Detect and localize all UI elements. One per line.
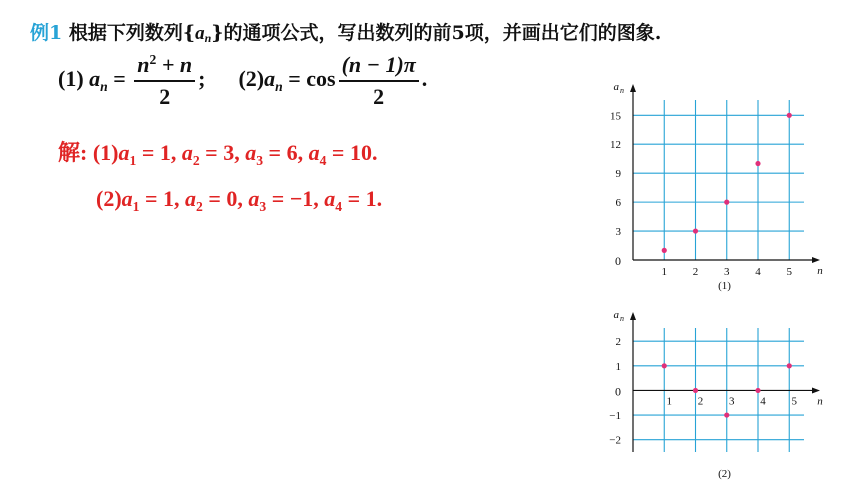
formula1-var: a [89,66,101,92]
term-var: a [245,140,257,165]
equals-sign: = [288,66,301,92]
term-var: a [308,140,320,165]
solution-label: 解 [58,140,81,165]
formula1-den: 2 [159,84,171,110]
x-tick-label: 2 [692,266,699,278]
term-value: 10 [349,140,372,165]
formula1-num-a: n [137,52,150,78]
solution-term: $a_3 = -1$, [248,186,325,214]
y-axis-label: a [613,309,619,321]
formula-end: . [421,66,428,92]
data-point [755,161,760,166]
solution-term: $a_4 = 1$. [324,186,383,214]
y-tick-label: 6 [615,197,621,210]
term-var: a [248,186,260,211]
y-axis-arrow [630,84,636,92]
y-axis-label: a [613,81,619,93]
term-sub: 4 [335,198,343,214]
formula1-num-b: + n [156,52,193,78]
formula1-label: (1) [58,66,84,92]
x-tick-label: 1 [661,266,667,278]
data-point [662,363,667,368]
solution-line-1 [58,136,377,169]
chart-caption: (1) [718,280,731,292]
data-point [724,200,729,205]
formula2-den: 2 [373,84,385,110]
y-axis-label-sub: n [620,86,624,95]
origin-label: 0 [615,254,621,268]
term-var: a [181,140,193,165]
formula2-fraction [339,52,419,110]
solution-line-2 [96,186,382,215]
term-sub: 2 [196,198,203,214]
term-sub: 1 [132,198,140,214]
y-axis-arrow [630,312,636,320]
y-tick-label: 12 [610,139,621,152]
y-tick-label: 9 [615,168,621,181]
term-value: 0 [226,186,238,211]
problem-text-a: 根据下列数列{ [62,22,196,44]
x-tick-label: 4 [760,395,766,408]
term-value: −1 [289,186,314,211]
y-tick-label: 15 [610,110,621,123]
term-value: 6 [286,140,298,165]
formula2-var: a [264,66,276,92]
term-value: 1 [365,186,377,211]
x-axis-arrow [812,387,820,393]
term-sub: 3 [259,198,267,214]
solution1-prefix: (1) [92,140,119,165]
term-var: a [324,186,336,211]
equals-sign: = [113,66,126,92]
x-axis-label: n [817,395,823,408]
formula2-num: (n − 1)π [339,52,419,82]
x-tick-label: 4 [755,266,761,278]
solution2-prefix: (2) [96,186,122,211]
problem-var-sub: n [204,31,212,45]
formula-separator: ; [198,66,206,92]
term-sub: 2 [192,152,200,168]
formula1-num-sup: 2 [149,52,157,67]
x-axis-arrow [812,257,820,263]
sequence-plot-1 [600,80,840,298]
problem-var: a [195,23,205,44]
problem-text-b: }的通项公式，写出数列的前5项，并画出它们的图象. [211,22,662,44]
data-point [693,388,698,393]
formula1-fraction [134,52,195,110]
term-value: 1 [159,140,171,165]
solution-term: $a_2 = 3$, [181,140,246,168]
formula1-sub: n [100,78,108,94]
y-tick-label: −2 [609,434,621,447]
term-var: a [121,186,133,211]
solution-colon: : [80,140,88,165]
x-tick-label: 5 [786,266,792,278]
formula-row [58,52,427,110]
sequence-plot-2 [600,300,840,484]
term-var: a [118,140,130,165]
chart-caption: (2) [718,468,731,480]
x-tick-label: 1 [666,395,672,408]
term-var: a [185,186,197,211]
term-value: 1 [163,186,175,211]
solution2-terms [121,186,383,214]
data-point [662,248,667,253]
formula2-sub: n [275,78,283,94]
example-tag: 例1 [30,22,63,44]
x-tick-label: 3 [724,266,730,278]
term-sub: 4 [319,152,327,168]
y-tick-label: 2 [615,336,621,349]
term-value: 3 [223,140,235,165]
data-point [755,388,760,393]
y-axis-label-sub: n [620,314,624,323]
origin-label: 0 [615,384,621,399]
solution-term: $a_4 = 10$. [308,140,378,168]
y-tick-label: −1 [609,410,621,423]
solution-term: $a_1 = 1$, [121,186,186,214]
term-sub: 3 [256,152,264,168]
solution1-terms [118,140,378,168]
x-tick-label: 2 [697,395,704,408]
y-tick-label: 3 [615,226,621,239]
data-point [724,412,729,417]
problem-statement [30,18,661,46]
x-tick-label: 5 [791,395,797,408]
solution-term: $a_1 = 1$, [118,140,182,168]
x-tick-label: 3 [729,395,735,408]
x-axis-label: n [817,265,823,277]
formula2-label: (2) [238,66,265,92]
y-tick-label: 1 [615,360,621,373]
data-point [787,363,792,368]
data-point [693,228,698,233]
formula2-cos: cos [306,66,336,92]
data-point [787,113,792,118]
solution-term: $a_2 = 0$, [185,186,249,214]
term-sub: 1 [129,152,137,168]
solution-term: $a_3 = 6$, [245,140,309,168]
